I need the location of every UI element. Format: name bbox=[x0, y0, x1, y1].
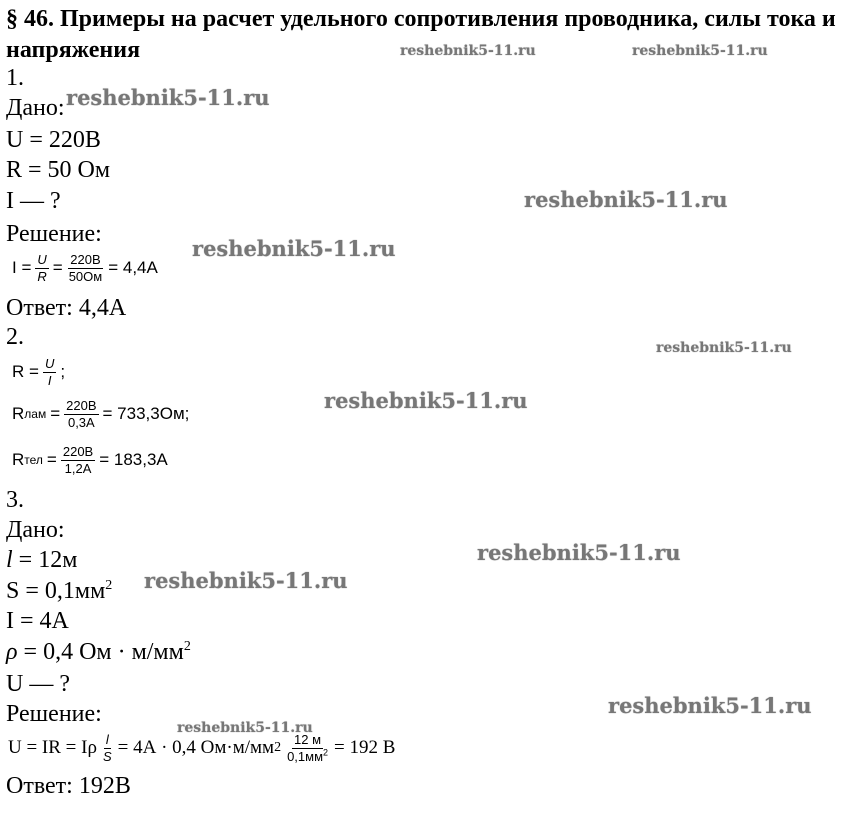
task1-answer: Ответ: 4,4А bbox=[6, 295, 127, 321]
watermark: reshebnik5-11.ru bbox=[66, 85, 270, 110]
numerator: 12 м bbox=[294, 731, 322, 747]
task3-length bbox=[6, 546, 77, 574]
task3-answer: Ответ: 192В bbox=[6, 773, 131, 799]
formula-mid: = 4А · 0,4 Ом·м/мм bbox=[117, 737, 275, 758]
formula-result: = 183,3А bbox=[99, 450, 168, 469]
fraction bbox=[285, 733, 330, 764]
fraction bbox=[101, 733, 114, 764]
fraction bbox=[64, 399, 98, 430]
task2-formula-2: R лам = $\frac{220В}{0,3А}$ = 733,3Ом; bbox=[12, 397, 190, 430]
numerator: 220В bbox=[66, 397, 97, 413]
length-value: = 12м bbox=[12, 547, 78, 573]
denominator: 50Ом bbox=[68, 268, 103, 284]
fraction bbox=[43, 357, 56, 388]
task3-area bbox=[6, 577, 112, 605]
task1-formula bbox=[12, 248, 158, 288]
page-title: § 46. Примеры на расчет удельного сопротивления проводника, силы тока и напряжения bbox=[6, 6, 836, 63]
watermark: reshebnik5-11.ru bbox=[524, 187, 728, 212]
superscript: 2 bbox=[183, 639, 191, 654]
formula-lhs: I = bbox=[12, 258, 32, 277]
task3-given-label: Дано: bbox=[6, 517, 65, 543]
formula-lhs: R bbox=[12, 450, 25, 469]
area-value: S = 0,1мм bbox=[6, 578, 106, 604]
task3-resistivity bbox=[6, 638, 191, 666]
task1-number: 1. bbox=[6, 65, 24, 91]
watermark: reshebnik5-11.ru bbox=[144, 568, 348, 593]
formula-result: = 192 В bbox=[334, 737, 396, 758]
numerator: 220В bbox=[62, 443, 94, 459]
formula-result: = 4,4А bbox=[108, 258, 158, 277]
task3-find: U — ? bbox=[6, 671, 70, 697]
task1-resistance: R = 50 Ом bbox=[6, 157, 111, 183]
formula-eq: = bbox=[46, 450, 57, 469]
denominator: S bbox=[102, 748, 112, 764]
fraction bbox=[61, 445, 95, 476]
denominator: 1,2А bbox=[64, 460, 92, 476]
task2-formula-1 bbox=[12, 352, 65, 392]
task1-voltage: U = 220В bbox=[6, 127, 101, 153]
watermark: reshebnik5-11.ru bbox=[177, 720, 313, 736]
formula-eq: = bbox=[50, 404, 61, 423]
task3-solution-label: Решение: bbox=[6, 701, 102, 727]
watermark: reshebnik5-11.ru bbox=[400, 43, 536, 59]
task1-solution-label: Решение: bbox=[6, 221, 102, 247]
task2-formula-3: R тел = $\frac{220В}{1,2А}$ = 183,3А bbox=[12, 443, 168, 476]
watermark: reshebnik5-11.ru bbox=[656, 340, 792, 356]
numerator: U bbox=[44, 355, 55, 371]
denominator: 0,3А bbox=[67, 414, 95, 430]
denominator: I bbox=[47, 372, 52, 388]
task3-current: I = 4А bbox=[6, 608, 69, 634]
fraction bbox=[67, 253, 105, 284]
formula-eq: = bbox=[52, 258, 63, 277]
task1-given-label: Дано: bbox=[6, 95, 65, 121]
superscript: 2 bbox=[323, 747, 329, 758]
formula-result: = 733,3Ом; bbox=[102, 404, 190, 423]
denominator bbox=[285, 749, 330, 764]
formula-tail: ; bbox=[60, 362, 66, 381]
watermark: reshebnik5-11.ru bbox=[477, 540, 681, 565]
denominator-text: 0,1мм bbox=[287, 748, 324, 764]
rho-value: = 0,4 Ом · м/мм bbox=[17, 639, 184, 665]
formula-lhs: U = IR = Iρ bbox=[8, 737, 97, 758]
task3-formula: U = IR = Iρ $\frac{l}{S}$ = 4А · 0,4 Ом·м/мм 2 $\frac{12 м}{0,1мм^2}$ = 192 В bbox=[8, 731, 396, 764]
fraction bbox=[35, 253, 48, 284]
task3-number: 3. bbox=[6, 487, 24, 513]
watermark: reshebnik5-11.ru bbox=[324, 388, 528, 413]
task1-find: I — ? bbox=[6, 188, 61, 214]
numerator: l bbox=[105, 731, 109, 747]
formula-lhs: R bbox=[12, 404, 25, 423]
numerator: 220В bbox=[70, 251, 101, 267]
watermark: reshebnik5-11.ru bbox=[632, 43, 768, 59]
task2-number: 2. bbox=[6, 324, 24, 350]
formula-lhs: R = bbox=[12, 362, 39, 381]
numerator: U bbox=[37, 251, 47, 267]
watermark: reshebnik5-11.ru bbox=[608, 693, 812, 718]
watermark: reshebnik5-11.ru bbox=[192, 236, 396, 261]
rho-symbol: ρ bbox=[6, 639, 18, 665]
superscript: 2 bbox=[105, 578, 113, 593]
length-symbol: l bbox=[6, 547, 13, 573]
denominator: R bbox=[37, 268, 47, 284]
